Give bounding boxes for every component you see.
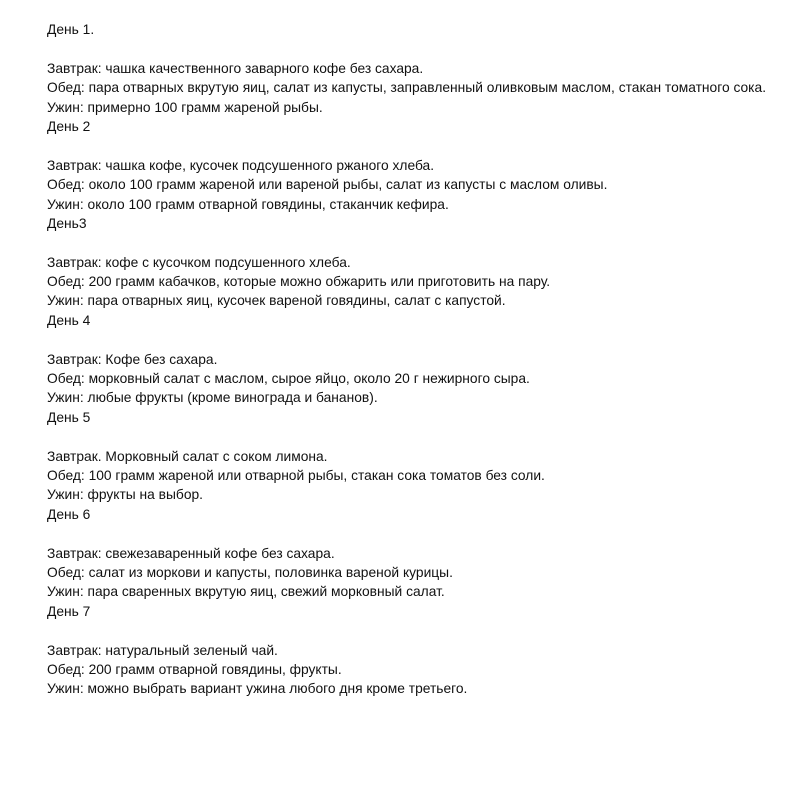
breakfast-line: Завтрак: чашка качественного заварного кофе без сахара. [47,60,424,76]
blank-line [47,427,800,446]
lunch-line: Обед: морковный салат с маслом, сырое яйцо, около 20 г нежирного сыра. [47,371,530,387]
day-section-1 [47,20,800,117]
blank-line [47,39,800,58]
dinner-line: Ужин: можно выбрать вариант ужина любого дня кроме третьего. [47,681,468,697]
lunch-line: Обед: 200 грамм кабачков, которые можно обжарить или приготовить на пару. [47,274,551,290]
breakfast-line: Завтрак: натуральный зеленый чай. [47,642,278,658]
dinner-line: Ужин: пара сваренных вкрутую яиц, свежий морковный салат. [47,584,445,600]
day-title: День 1. [47,22,95,37]
day-title: День 2 [47,118,91,134]
breakfast-line: Завтрак: кофе с кусочком подсушенного хлеба. [47,254,351,270]
day-section-2 [47,117,800,214]
dinner-line: Ужин: любые фрукты (кроме винограда и бананов). [47,390,378,406]
lunch-line: Обед: пара отварных вкрутую яиц, салат из капусты, заправленный оливковым маслом, стакан томатного сока. [47,80,767,96]
dinner-line: Ужин: примерно 100 грамм жареной рыбы. [47,99,323,115]
day-section-4 [47,311,800,408]
day-section-6 [47,505,800,602]
diet-menu-document [47,20,800,699]
day-title: День 4 [47,312,91,328]
breakfast-line: Завтрак: свежезаваренный кофе без сахара. [47,545,335,561]
breakfast-line: Завтрак: Кофе без сахара. [47,351,218,367]
lunch-line: Обед: салат из моркови и капусты, половинка вареной курицы. [47,564,453,580]
dinner-line: Ужин: пара отварных яиц, кусочек вареной говядины, салат с капустой. [47,293,506,309]
blank-line [47,233,800,252]
blank-line [47,136,800,155]
day-title: День3 [47,215,87,231]
day-title: День 6 [47,506,91,522]
lunch-line: Обед: 100 грамм жареной или отварной рыбы, стакан сока томатов без соли. [47,467,545,483]
breakfast-line: Завтрак: чашка кофе, кусочек подсушенного ржаного хлеба. [47,157,435,173]
day-section-5 [47,408,800,505]
day-section-7 [47,602,800,699]
dinner-line: Ужин: около 100 грамм отварной говядины, стаканчик кефира. [47,196,449,212]
blank-line [47,524,800,543]
day-title: День 7 [47,603,91,619]
day-section-3 [47,214,800,311]
dinner-line: Ужин: фрукты на выбор. [47,487,204,503]
blank-line [47,621,800,640]
blank-line [47,330,800,349]
breakfast-line: Завтрак. Морковный салат с соком лимона. [47,448,328,464]
lunch-line: Обед: 200 грамм отварной говядины, фрукты. [47,661,342,677]
day-title: День 5 [47,409,91,425]
lunch-line: Обед: около 100 грамм жареной или вареной рыбы, салат из капусты с маслом оливы. [47,177,608,193]
